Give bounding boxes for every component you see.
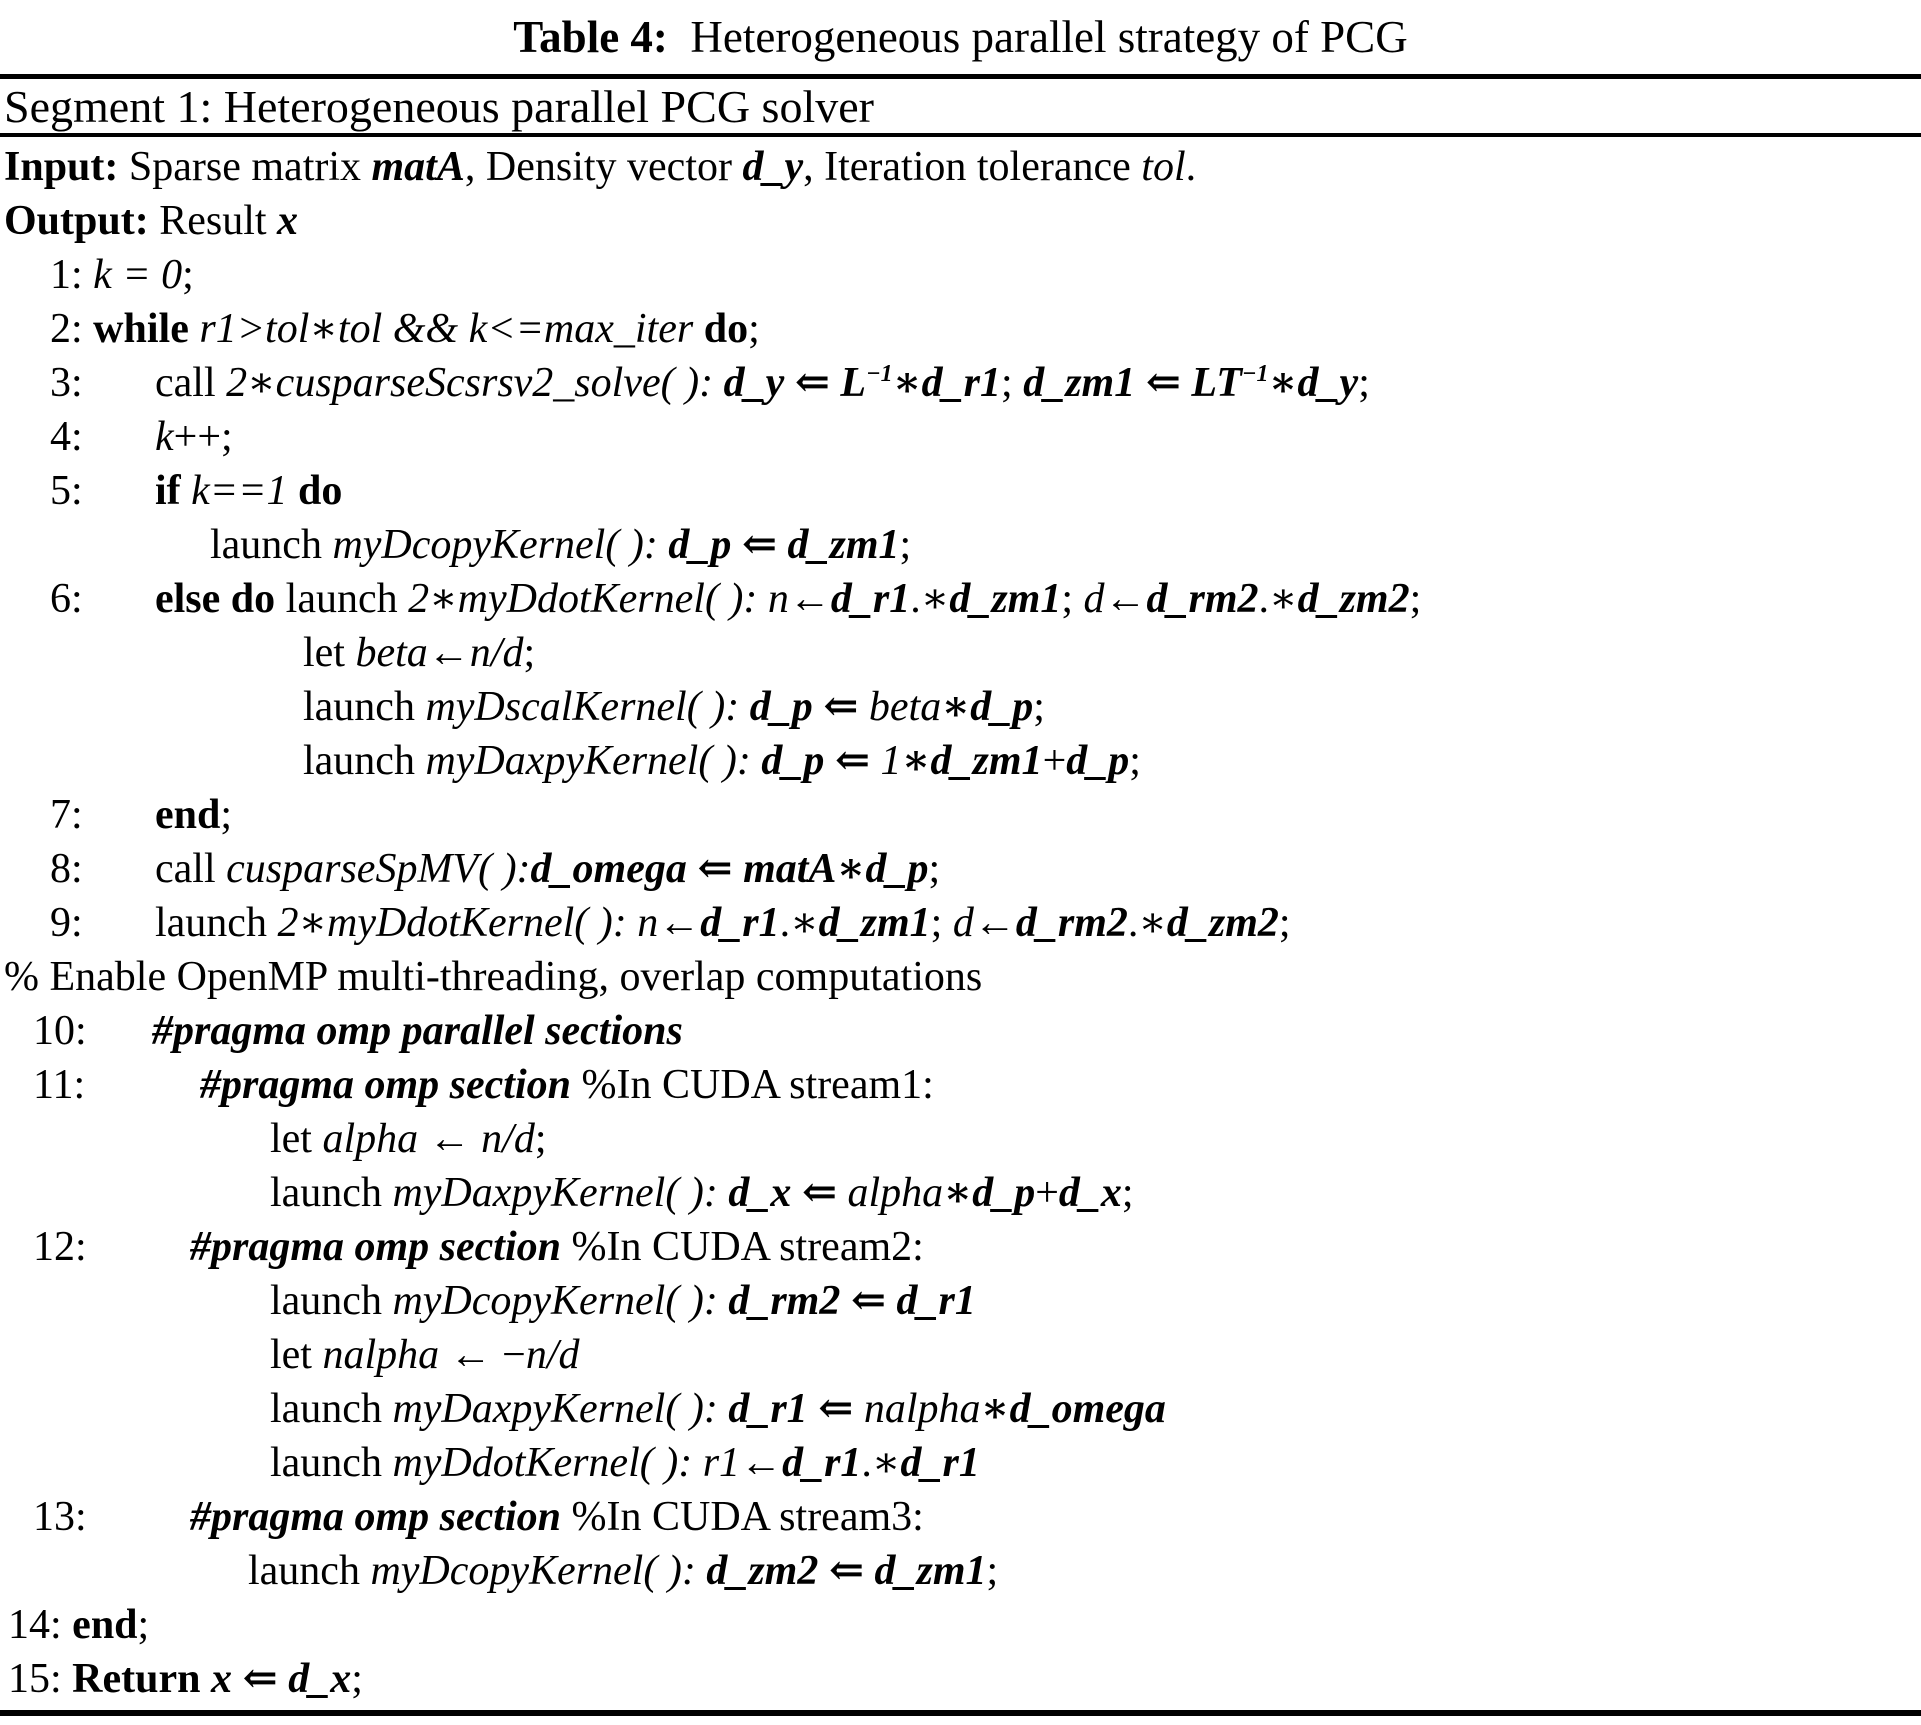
- text-segment: d_zm1: [787, 522, 900, 568]
- line-number: 1:: [50, 252, 94, 298]
- line-number: 8:: [50, 846, 83, 892]
- text-segment: n/d: [469, 630, 524, 676]
- text-segment: d_r1: [782, 1440, 862, 1486]
- line-number: 4:: [50, 414, 83, 460]
- text-segment: 2∗myDdotKernel( ): n: [408, 576, 789, 622]
- table-bottom-rule: [0, 1710, 1921, 1716]
- text-segment: d_p: [972, 1170, 1036, 1216]
- algorithm-line: [0, 1274, 1921, 1328]
- text-segment: d_p: [1066, 738, 1130, 784]
- text-segment: ←: [658, 900, 701, 946]
- algorithm-line: [0, 1382, 1921, 1436]
- text-segment: ⇐: [731, 522, 788, 568]
- text-segment: L: [840, 360, 867, 406]
- text-segment: end: [72, 1602, 138, 1648]
- algorithm-line: [0, 1544, 1921, 1598]
- text-segment: ;: [1001, 360, 1024, 406]
- text-segment: Result: [148, 198, 278, 244]
- text-segment: d_zm1: [930, 738, 1043, 784]
- algorithm-line: [0, 680, 1921, 734]
- text-segment: launch: [270, 1278, 393, 1324]
- text-segment: k: [155, 414, 174, 460]
- text-segment: 2∗cusparseScsrsv2_solve( ):: [226, 360, 724, 406]
- text-segment: d_p: [668, 522, 732, 568]
- text-segment: myDaxpyKernel( ):: [425, 738, 762, 784]
- text-segment: ←: [1104, 576, 1147, 622]
- algorithm-line: [0, 1220, 1921, 1274]
- text-segment: ;: [1278, 900, 1291, 946]
- text-segment: ←: [973, 900, 1016, 946]
- text-segment: launch: [303, 738, 426, 784]
- algorithm-line: [0, 518, 1921, 572]
- text-segment: launch: [248, 1548, 371, 1594]
- table-caption-text: Heterogeneous parallel strategy of PCG: [667, 12, 1408, 62]
- comment-line: [0, 950, 1921, 1004]
- text-segment: d_p: [761, 738, 825, 784]
- algorithm-body: [0, 137, 1921, 1706]
- algorithm-line: [0, 1166, 1921, 1220]
- text-segment: 2∗myDdotKernel( ): n: [277, 900, 659, 946]
- text-segment: n/d: [525, 1332, 580, 1378]
- text-segment: d_y: [1297, 360, 1359, 406]
- text-segment: ⇐: [686, 846, 744, 892]
- text-segment: ← −: [439, 1332, 526, 1378]
- text-segment: ⇐: [791, 1170, 848, 1216]
- text-segment: ⇐: [784, 360, 841, 406]
- text-segment: d_r1: [728, 1386, 808, 1432]
- text-segment: launch: [275, 576, 409, 622]
- text-segment: d_zm2: [1166, 900, 1279, 946]
- text-segment: ⇐: [812, 684, 869, 730]
- text-segment: ;: [1121, 1170, 1134, 1216]
- text-segment: LT: [1191, 360, 1242, 406]
- text-segment: #pragma omp section: [190, 1224, 572, 1270]
- table-caption: [0, 0, 1921, 74]
- text-segment: d_zm1: [949, 576, 1062, 622]
- text-segment: ←: [788, 576, 831, 622]
- line-number: 5:: [50, 468, 83, 514]
- text-segment: ;: [351, 1656, 363, 1702]
- text-segment: d_p: [970, 684, 1034, 730]
- text-segment: nalpha: [322, 1332, 440, 1378]
- text-segment: , Iteration tolerance: [803, 144, 1142, 190]
- text-segment: let: [270, 1116, 323, 1162]
- text-segment: do: [703, 306, 749, 352]
- algorithm-line: [0, 248, 1921, 302]
- text-segment: d_omega: [530, 846, 687, 892]
- text-segment: Return: [72, 1656, 211, 1702]
- superscript-segment: −1: [1241, 361, 1269, 387]
- text-segment: d: [952, 900, 974, 946]
- text-segment: ∗: [892, 360, 922, 406]
- text-segment: myDcopyKernel( ):: [370, 1548, 707, 1594]
- algorithm-line: [0, 896, 1921, 950]
- text-segment: do: [287, 468, 343, 514]
- text-segment: nalpha: [863, 1386, 981, 1432]
- text-segment: ;: [930, 900, 953, 946]
- text-segment: ;: [182, 252, 194, 298]
- text-segment: .∗: [1258, 576, 1298, 622]
- algorithm-line: [0, 1004, 1921, 1058]
- algorithm-line: [0, 1652, 1921, 1706]
- text-segment: , Density vector: [464, 144, 743, 190]
- line-number: 3:: [50, 360, 83, 406]
- text-segment: ;: [1061, 576, 1084, 622]
- text-segment: ;: [1129, 738, 1141, 784]
- text-segment: d_zm2: [1297, 576, 1410, 622]
- line-number: 15:: [8, 1656, 73, 1702]
- text-segment: ;: [1033, 684, 1045, 730]
- text-segment: ;: [748, 306, 760, 352]
- algorithm-line: [0, 842, 1921, 896]
- line-number: 9:: [50, 900, 83, 946]
- text-segment: ∗: [943, 1170, 973, 1216]
- text-segment: ←: [427, 630, 470, 676]
- superscript-segment: −1: [866, 361, 893, 387]
- text-segment: d_p: [749, 684, 813, 730]
- text-segment: ;: [137, 1602, 150, 1648]
- text-segment: if: [155, 468, 192, 514]
- algorithm-line: [0, 734, 1921, 788]
- text-segment: tol: [1141, 144, 1186, 190]
- text-segment: n/d: [481, 1116, 535, 1162]
- algorithm-line: [0, 572, 1921, 626]
- algorithm-line: [0, 464, 1921, 518]
- algorithm-line: [0, 1598, 1921, 1652]
- algorithm-line: [0, 356, 1921, 410]
- text-segment: d_zm1: [874, 1548, 987, 1594]
- text-segment: %In CUDA stream1:: [581, 1062, 934, 1108]
- text-segment: 1: [880, 738, 902, 784]
- text-segment: %In CUDA stream3:: [571, 1494, 924, 1540]
- text-segment: % Enable OpenMP multi-threading, overlap computations: [4, 954, 983, 1000]
- text-segment: beta: [868, 684, 942, 730]
- text-segment: ;: [899, 522, 912, 568]
- line-number: 13:: [33, 1494, 87, 1540]
- text-segment: d_p: [865, 846, 929, 892]
- text-segment: launch: [155, 900, 278, 946]
- text-segment: launch: [270, 1386, 393, 1432]
- text-segment: call: [155, 846, 227, 892]
- text-segment: Input:: [4, 144, 119, 190]
- algorithm-line: [0, 302, 1921, 356]
- text-segment: ;: [928, 846, 941, 892]
- algorithm-line: [0, 1112, 1921, 1166]
- algorithm-line: [0, 1328, 1921, 1382]
- line-number: 10:: [33, 1008, 87, 1054]
- segment-header: Segment 1: Heterogeneous parallel PCG solver: [4, 81, 874, 132]
- line-number: 11:: [33, 1062, 86, 1108]
- text-segment: ∗: [941, 684, 971, 730]
- text-segment: else do: [155, 576, 276, 622]
- line-number: 2:: [50, 306, 94, 352]
- text-segment: let: [270, 1332, 323, 1378]
- text-segment: myDcopyKernel( ):: [332, 522, 669, 568]
- text-segment: d_zm1: [1023, 360, 1136, 406]
- text-segment: myDdotKernel( ):: [392, 1440, 703, 1486]
- text-segment: x: [277, 198, 299, 244]
- line-number: 14:: [8, 1602, 73, 1648]
- text-segment: +: [1035, 1170, 1059, 1216]
- text-segment: .∗: [1127, 900, 1167, 946]
- text-segment: %In CUDA stream2:: [571, 1224, 924, 1270]
- text-segment: let: [303, 630, 356, 676]
- text-segment: .∗: [779, 900, 819, 946]
- text-segment: ⇐: [232, 1656, 289, 1702]
- text-segment: r1: [702, 1440, 741, 1486]
- text-segment: ;: [220, 792, 233, 838]
- text-segment: x: [211, 1656, 232, 1702]
- text-segment: ⇐: [807, 1386, 864, 1432]
- text-segment: d_rm2: [1015, 900, 1128, 946]
- text-segment: Sparse matrix: [118, 144, 372, 190]
- text-segment: launch: [270, 1440, 393, 1486]
- text-segment: ∗: [980, 1386, 1010, 1432]
- text-segment: ←: [418, 1116, 482, 1162]
- text-segment: cusparseSpMV( ):: [226, 846, 531, 892]
- text-segment: ∗: [901, 738, 931, 784]
- text-segment: d_r1: [921, 360, 1002, 406]
- algorithm-line: [0, 410, 1921, 464]
- line-number: 12:: [33, 1224, 87, 1270]
- text-segment: ;: [523, 630, 536, 676]
- line-number: 7:: [50, 792, 83, 838]
- text-segment: d_omega: [1009, 1386, 1166, 1432]
- text-segment: ∗: [1268, 360, 1298, 406]
- table-caption-label: Table 4:: [513, 12, 668, 62]
- text-segment: ⇐: [818, 1548, 875, 1594]
- text-segment: launch: [303, 684, 426, 730]
- text-segment: ;: [986, 1548, 999, 1594]
- text-segment: d_r1: [900, 1440, 980, 1486]
- text-segment: end: [155, 792, 221, 838]
- input-line: [0, 140, 1921, 194]
- text-segment: k = 0: [93, 252, 183, 298]
- text-segment: ;: [1358, 360, 1370, 406]
- text-segment: beta: [355, 630, 428, 676]
- text-segment: .∗: [910, 576, 950, 622]
- text-segment: #pragma omp section: [200, 1062, 582, 1108]
- text-segment: d_r1: [830, 576, 911, 622]
- text-segment: .: [1185, 144, 1197, 190]
- text-segment: launch: [210, 522, 333, 568]
- text-segment: ;: [1409, 576, 1422, 622]
- text-segment: myDaxpyKernel( ):: [392, 1386, 729, 1432]
- text-segment: d_rm2: [1146, 576, 1259, 622]
- algorithm-line: [0, 1058, 1921, 1112]
- text-segment: ⇐: [824, 738, 881, 784]
- text-segment: #pragma omp section: [190, 1494, 572, 1540]
- text-segment: k==1: [191, 468, 288, 514]
- text-segment: Output:: [4, 198, 149, 244]
- algorithm-line: [0, 626, 1921, 680]
- text-segment: #pragma omp parallel sections: [152, 1008, 683, 1054]
- text-segment: d_y: [723, 360, 785, 406]
- text-segment: d_x: [728, 1170, 792, 1216]
- text-segment: d_y: [742, 144, 804, 190]
- text-segment: d_r1: [896, 1278, 976, 1324]
- text-segment: d_zm1: [818, 900, 931, 946]
- text-segment: ∗: [836, 846, 866, 892]
- text-segment: +: [1042, 738, 1067, 784]
- text-segment: while: [93, 306, 200, 352]
- text-segment: d_x: [1058, 1170, 1122, 1216]
- text-segment: myDaxpyKernel( ):: [392, 1170, 729, 1216]
- text-segment: d_r1: [700, 900, 780, 946]
- text-segment: d_zm2: [706, 1548, 819, 1594]
- text-segment: launch: [270, 1170, 393, 1216]
- text-segment: ++;: [173, 414, 233, 460]
- output-line: [0, 194, 1921, 248]
- text-segment: ⇐: [1135, 360, 1192, 406]
- line-number: 6:: [50, 576, 83, 622]
- text-segment: myDcopyKernel( ):: [392, 1278, 729, 1324]
- text-segment: r1>tol∗tol && k<=max_iter: [199, 306, 704, 352]
- text-segment: matA: [371, 144, 465, 190]
- text-segment: matA: [743, 846, 837, 892]
- text-segment: ;: [534, 1116, 547, 1162]
- text-segment: .∗: [861, 1440, 901, 1486]
- text-segment: call: [155, 360, 227, 406]
- algorithm-line: [0, 788, 1921, 842]
- algorithm-line: [0, 1490, 1921, 1544]
- algorithm-line: [0, 1436, 1921, 1490]
- text-segment: ←: [740, 1440, 783, 1486]
- text-segment: myDscalKernel( ):: [425, 684, 750, 730]
- text-segment: alpha: [847, 1170, 944, 1216]
- text-segment: d_rm2: [728, 1278, 841, 1324]
- text-segment: d: [1083, 576, 1105, 622]
- text-segment: alpha: [322, 1116, 419, 1162]
- text-segment: d_x: [288, 1656, 352, 1702]
- text-segment: ⇐: [840, 1278, 897, 1324]
